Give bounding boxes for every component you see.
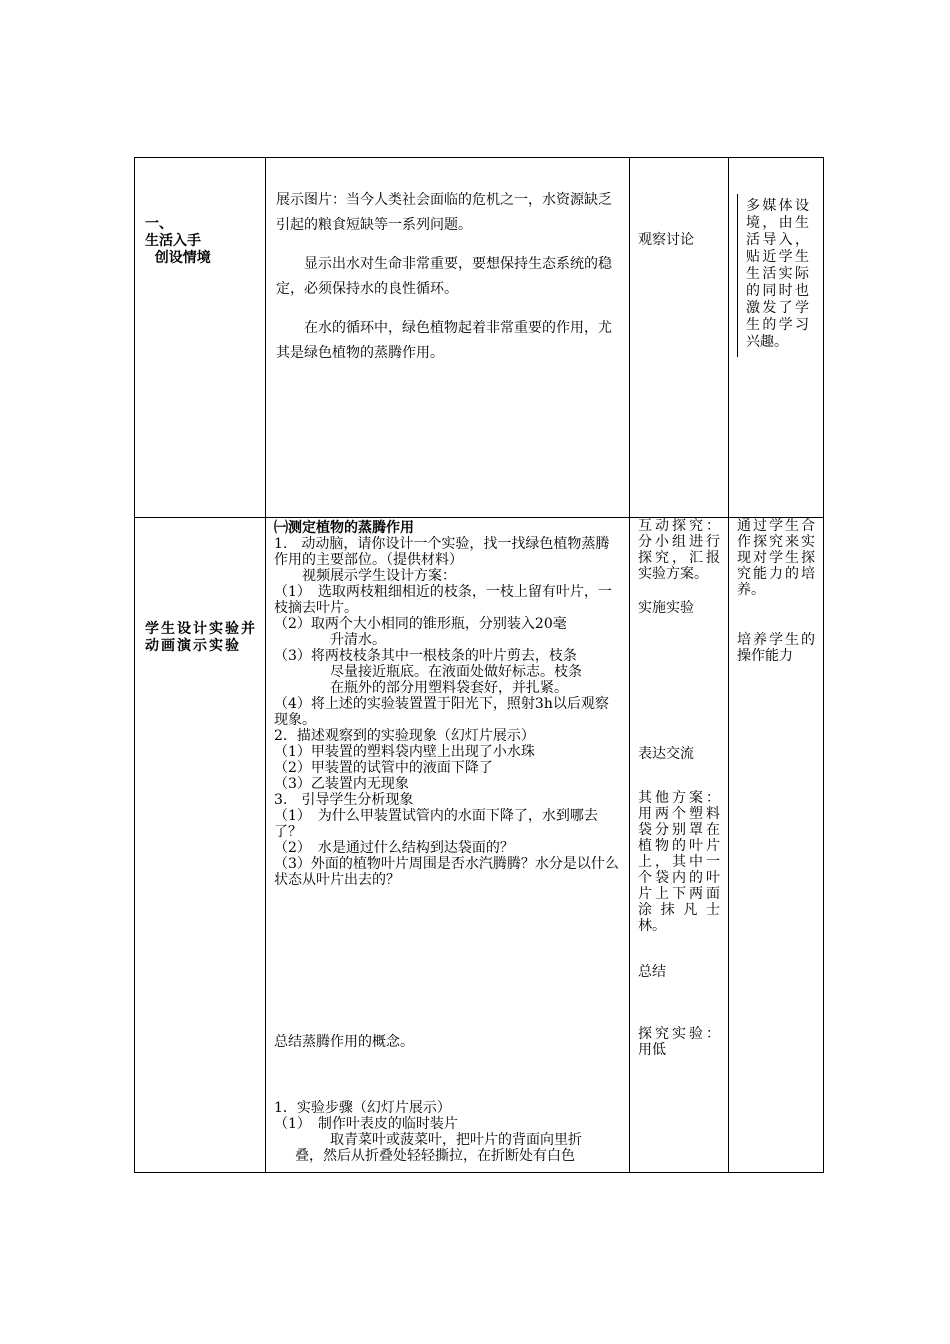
student-activity: 表达交流	[638, 746, 694, 762]
design-intent: 通过学生合作探究来实现对学生探究能力的培养。	[737, 518, 815, 598]
content-line: （2）取两个大小相同的锥形瓶，分别装入20毫	[274, 616, 567, 632]
step-detail: 取青菜叶或菠菜叶，把叶片的背面向里折	[330, 1132, 582, 1148]
student-activity: 探究实验：用低	[638, 1026, 720, 1058]
table-row	[135, 518, 824, 1173]
student-activity: 其他方案：用两个塑料袋分别罩在植物的叶片上，其中一个袋内的叶片上下两面涂抹凡士林。	[638, 790, 720, 934]
design-intent: 培养学生的操作能力	[737, 632, 815, 664]
intent-cell	[729, 158, 824, 518]
content-paragraph: 在水的循环中，绿色植物起着非常重要的作用，尤其是绿色植物的蒸腾作用。	[276, 320, 612, 361]
activity-cell	[630, 158, 729, 518]
content-line: 2．描述观察到的实验现象（幻灯片展示）	[274, 728, 535, 744]
stage-cell	[135, 518, 266, 1173]
design-intent: 多媒体设境，由生活导入，贴近学生生活实际的同时也激发了学生的学习兴趣。	[737, 194, 817, 357]
stage-title-line: 创设情境	[145, 250, 211, 266]
stage-cell	[135, 158, 266, 518]
section-heading: ㈠测定植物的蒸腾作用	[274, 520, 414, 536]
steps-title: 1．实验步骤（幻灯片展示）	[274, 1100, 451, 1116]
lesson-plan-table	[134, 157, 824, 1173]
content-line: （1） 为什么甲装置试管内的水面下降了，水到哪去了？	[274, 808, 598, 840]
content-line: 3. 引导学生分析现象	[274, 792, 414, 808]
stage-title-line: 生活入手	[145, 233, 201, 249]
content-line: 视频展示学生设计方案：	[302, 568, 456, 584]
content-line: 升清水。	[330, 632, 386, 648]
content-cell	[266, 158, 630, 518]
table-row	[135, 158, 824, 518]
content-line: （2）甲装置的试管中的液面下降了	[274, 760, 493, 776]
content-line: （1） 选取两枝粗细相近的枝条，一枝上留有叶片，一枝摘去叶片。	[274, 584, 612, 616]
content-line: （4）将上述的实验装置置于阳光下，照射3h以后观察现象。	[274, 696, 609, 728]
stage-title	[145, 216, 260, 267]
content-line: （2） 水是通过什么结构到达袋面的？	[274, 840, 514, 856]
content-line: （3）将两枝枝条其中一根枝条的叶片剪去，枝条	[274, 648, 577, 664]
student-activity: 互动探究：分小组进行探究，汇报实验方案。	[638, 518, 720, 582]
stage-title: 学生设计实验并动画演示实验	[145, 621, 257, 654]
activity-cell	[630, 518, 729, 1173]
summary-line: 总结蒸腾作用的概念。	[274, 1034, 414, 1050]
content-line: 尽量接近瓶底。在液面处做好标志。枝条	[330, 664, 582, 680]
content-line: 1. 动动脑，请你设计一个实验，找一找绿色植物蒸腾作用的主要部位。（提供材料）	[274, 536, 610, 568]
student-activity: 实施实验	[638, 600, 694, 616]
step-detail: 叠，然后从折叠处轻轻撕拉，在折断处有白色	[295, 1148, 575, 1164]
step-line: （1） 制作叶表皮的临时装片	[274, 1116, 458, 1132]
intent-cell	[729, 518, 824, 1173]
student-activity: 观察讨论	[638, 232, 694, 248]
content-paragraph: 显示出水对生命非常重要，要想保持生态系统的稳定，必须保持水的良性循环。	[276, 256, 612, 297]
content-line: （3）乙装置内无现象	[274, 776, 409, 792]
stage-number: 一、	[145, 216, 173, 232]
student-activity: 总结	[638, 964, 666, 980]
content-line: 在瓶外的部分用塑料袋套好，并扎紧。	[330, 680, 568, 696]
content-line: （1）甲装置的塑料袋内壁上出现了小水珠	[274, 744, 535, 760]
content-line: （3）外面的植物叶片周围是否水汽腾腾？水分是以什么状态从叶片出去的？	[274, 856, 619, 888]
content-cell	[266, 518, 630, 1173]
content-paragraph: 展示图片：当今人类社会面临的危机之一，水资源缺乏引起的粮食短缺等一系列问题。	[276, 192, 612, 233]
